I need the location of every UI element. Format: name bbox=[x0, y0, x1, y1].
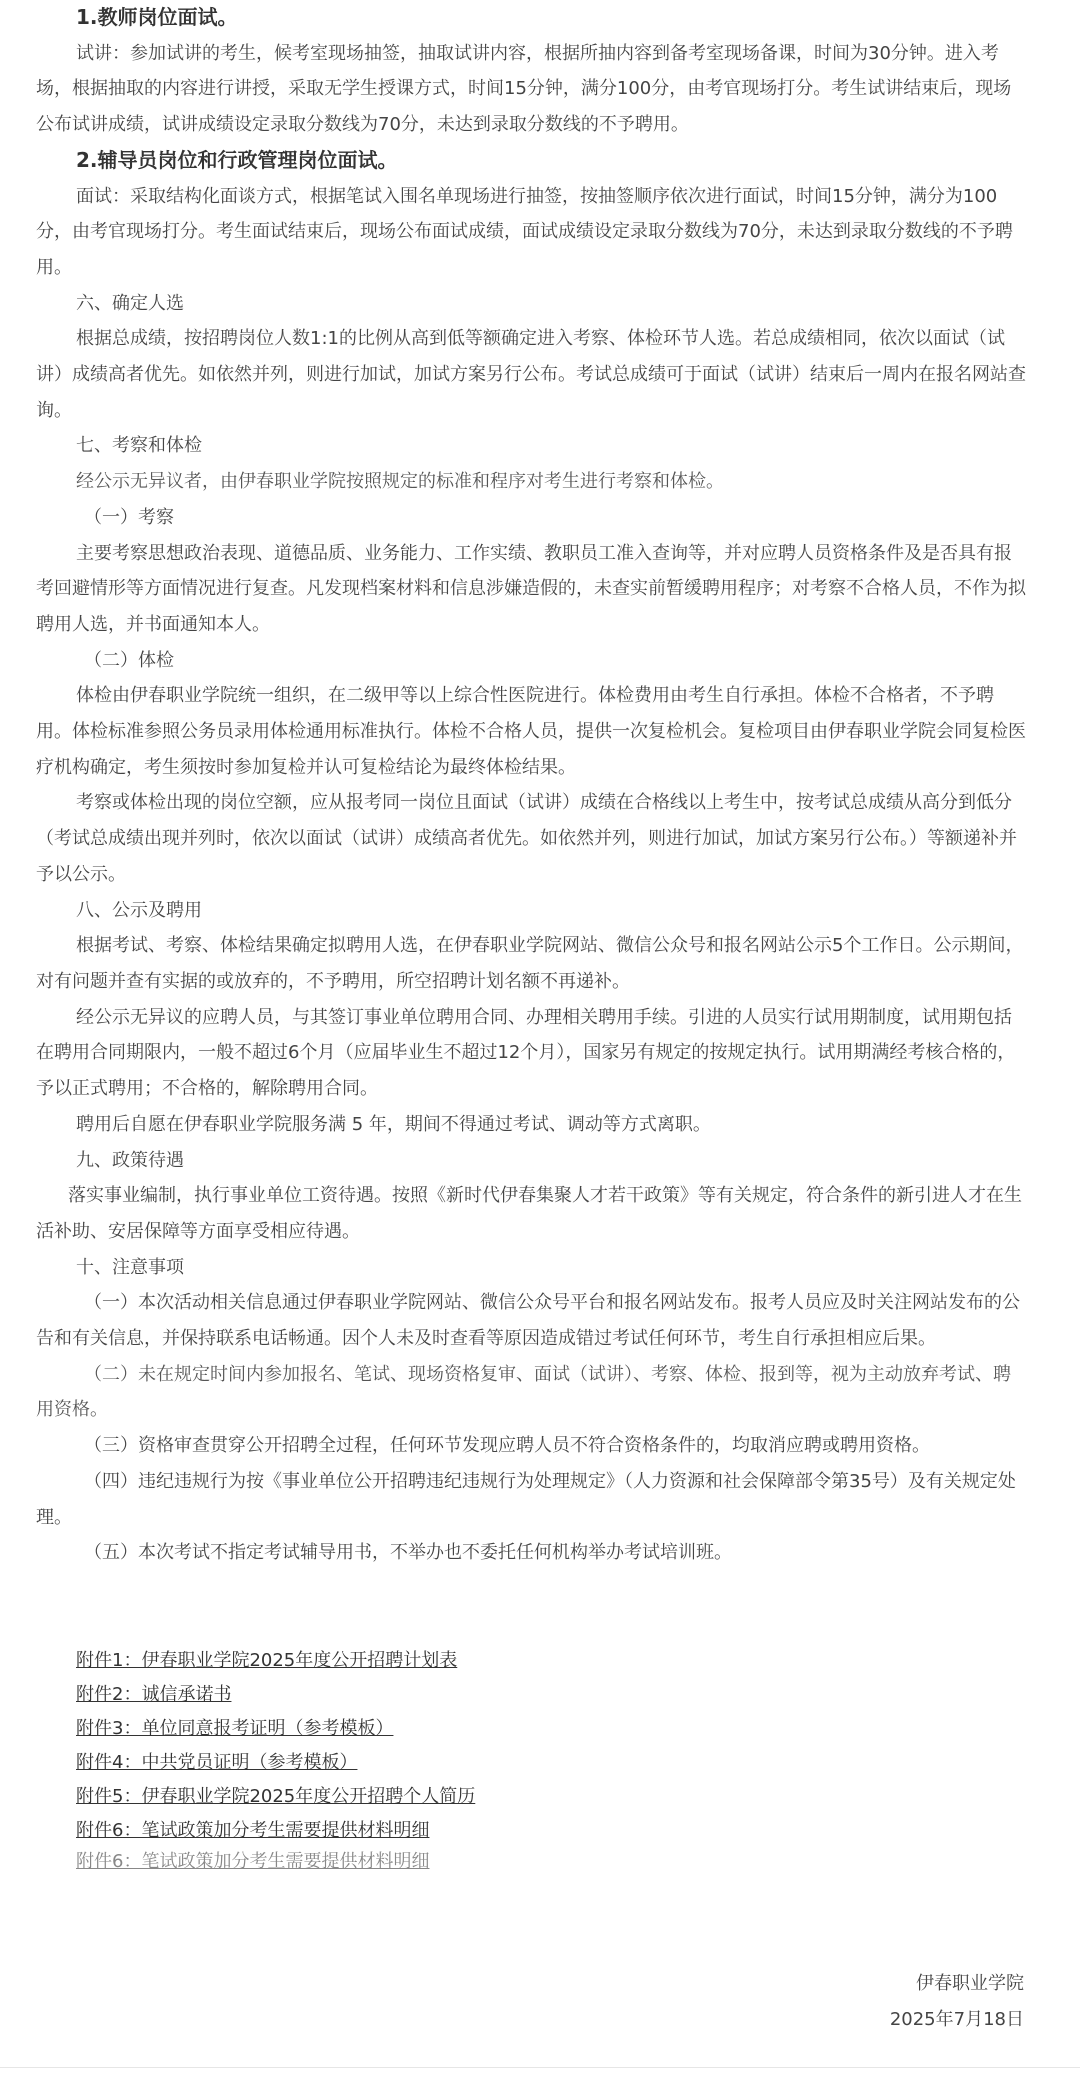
section-7-sub-inspection: （一）考察 bbox=[84, 506, 174, 528]
section-8-publicity-paragraph: 根据考试、考察、体检结果确定拟聘用人选，在伊春职业学院网站、微信公众号和报名网站公示5个工作日。公示期间，对有问题并查有实据的或放弃的，不予聘用，所空招聘计划名额不再递补。 bbox=[36, 935, 1024, 992]
section-10-item-4: （四）违纪违规行为按《事业单位公开招聘违纪违规行为处理规定》（人力资源和社会保障部令第35号）及有关规定处理。 bbox=[36, 1470, 1016, 1528]
attachment-link-2[interactable]: 附件2：诚信承诺书 bbox=[76, 1684, 232, 1705]
section-10-title: 十、注意事项 bbox=[76, 1256, 184, 1278]
paragraph-trial-lecture: 试讲：参加试讲的考生，候考室现场抽签，抽取试讲内容，根据所抽内容到备考室现场备课，时间为30分钟。进入考场，根据抽取的内容进行讲授，采取无学生授课方式，时间15分钟，满分100分，由考官现场打分。考生试讲结束后，现场公布试讲成绩，试讲成绩设定录取分数线为70分，未达到录取分数线的不予聘用。 bbox=[36, 42, 1012, 136]
attachment-link-4[interactable]: 附件4：中共党员证明（参考模板） bbox=[76, 1752, 358, 1773]
section-7-inspection-paragraph: 主要考察思想政治表现、道德品质、业务能力、工作实绩、教职员工准入查询等，并对应聘人员资格条件及是否具有报考回避情形等方面情况进行复查。凡发现档案材料和信息涉嫌造假的，未查实前暂缓聘用程序；对考察不合格人员，不作为拟聘用人选，并书面通知本人。 bbox=[36, 542, 1026, 635]
subheading-teacher-interview: 1.教师岗位面试。 bbox=[76, 5, 238, 29]
section-7-sub-physical: （二）体检 bbox=[84, 649, 174, 671]
attachment-link-5[interactable]: 附件5：伊春职业学院2025年度公开招聘个人简历 bbox=[76, 1786, 476, 1807]
section-7-vacancy-paragraph: 考察或体检出现的岗位空额，应从报考同一岗位且面试（试讲）成绩在合格线以上考生中，按考试总成绩从高分到低分（考试总成绩出现并列时，依次以面试（试讲）成绩高者优先。如依然并列，则进行加试，加试方案另行公布。）等额递补并予以公示。 bbox=[36, 792, 1017, 885]
section-7-title: 七、考察和体检 bbox=[76, 435, 202, 457]
clipped-attachment-text: 附件6：笔试政策加分考生需要提供材料明细 bbox=[76, 1851, 430, 1872]
attachment-link-1[interactable]: 附件1：伊春职业学院2025年度公开招聘计划表 bbox=[76, 1650, 458, 1671]
section-9-title: 九、政策待遇 bbox=[76, 1149, 184, 1171]
section-9-paragraph: 落实事业编制，执行事业单位工资待遇。按照《新时代伊春集聚人才若干政策》等有关规定，符合条件的新引进人才在生活补助、安居保障等方面享受相应待遇。 bbox=[36, 1185, 1022, 1242]
section-10-item-3: （三）资格审查贯穿公开招聘全过程，任何环节发现应聘人员不符合资格条件的，均取消应聘或聘用资格。 bbox=[84, 1435, 930, 1457]
section-10-item-1: （一）本次活动相关信息通过伊春职业学院网站、微信公众号平台和报名网站发布。报考人员应及时关注网站发布的公告和有关信息，并保持联系电话畅通。因个人未及时查看等原因造成错过考试任何环节，考生自行承担相应后果。 bbox=[36, 1292, 1020, 1350]
attachment-link-6[interactable]: 附件6：笔试政策加分考生需要提供材料明细 bbox=[76, 1820, 430, 1841]
bottom-divider bbox=[0, 2067, 1080, 2068]
section-10-item-2: （二）未在规定时间内参加报名、笔试、现场资格复审、面试（试讲）、考察、体检、报到等，视为主动放弃考试、聘用资格。 bbox=[36, 1363, 1011, 1421]
section-8-contract-paragraph: 经公示无异议的应聘人员，与其签订事业单位聘用合同、办理相关聘用手续。引进的人员实行试用期制度，试用期包括在聘用合同期限内，一般不超过6个月（应届毕业生不超过12个月），国家另有规定的按规定执行。试用期满经考核合格的，予以正式聘用；不合格的，解除聘用合同。 bbox=[36, 1006, 1016, 1100]
section-8-title: 八、公示及聘用 bbox=[76, 899, 202, 921]
section-10-item-5: （五）本次考试不指定考试辅导用书，不举办也不委托任何机构举办考试培训班。 bbox=[84, 1542, 732, 1564]
section-6-paragraph: 根据总成绩，按招聘岗位人数1:1的比例从高到低等额确定进入考察、体检环节人选。若总成绩相同，依次以面试（试讲）成绩高者优先。如依然并列，则进行加试，加试方案另行公布。考试总成绩可于面试（试讲）结束后一周内在报名网站查询。 bbox=[36, 328, 1026, 421]
signature-block bbox=[890, 1966, 1024, 2038]
section-7-physical-paragraph: 体检由伊春职业学院统一组织，在二级甲等以上综合性医院进行。体检费用由考生自行承担。体检不合格者，不予聘用。体检标准参照公务员录用体检通用标准执行。体检不合格人员，提供一次复检机会。复检项目由伊春职业学院会同复检医疗机构确定，考生须按时参加复检并认可复检结论为最终体检结果。 bbox=[36, 685, 1026, 778]
signature-organization: 伊春职业学院 bbox=[916, 1973, 1024, 1994]
section-6-title: 六、确定人选 bbox=[76, 292, 184, 314]
attachment-list bbox=[76, 1644, 475, 1848]
attachment-link-3[interactable]: 附件3：单位同意报考证明（参考模板） bbox=[76, 1718, 394, 1739]
signature-date: 2025年7月18日 bbox=[889, 2009, 1024, 2030]
section-7-intro: 经公示无异议者，由伊春职业学院按照规定的标准和程序对考生进行考察和体检。 bbox=[76, 471, 724, 493]
section-8-service-paragraph: 聘用后自愿在伊春职业学院服务满 5 年，期间不得通过考试、调动等方式离职。 bbox=[76, 1113, 711, 1135]
subheading-counselor-interview: 2.辅导员岗位和行政管理岗位面试。 bbox=[76, 147, 398, 172]
clipped-attachment-line bbox=[76, 1851, 452, 1878]
paragraph-interview: 面试：采取结构化面谈方式，根据笔试入围名单现场进行抽签，按抽签顺序依次进行面试，时间15分钟，满分为100分，由考官现场打分。考生面试结束后，现场公布面试成绩，面试成绩设定录取分数线为70分，未达到录取分数线的不予聘用。 bbox=[36, 185, 1013, 278]
article-body bbox=[36, 0, 1026, 1571]
